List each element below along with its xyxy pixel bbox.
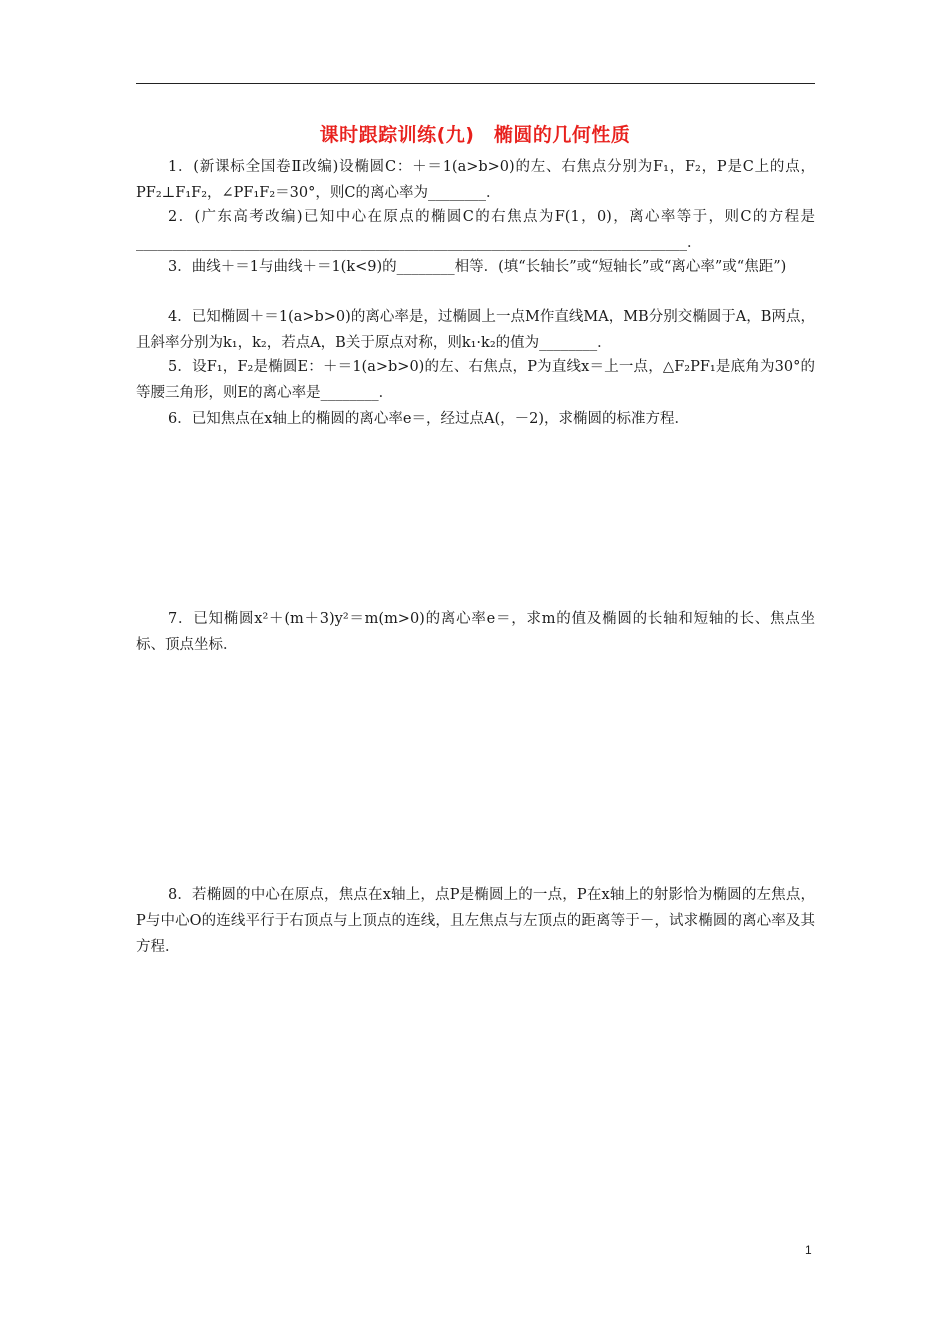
page-number: 1 xyxy=(805,1243,812,1257)
header-rule xyxy=(136,83,815,84)
page-title: 课时跟踪训练(九) 椭圆的几何性质 xyxy=(319,124,631,146)
question-1: 1．(新课标全国卷Ⅱ改编)设椭圆C：＋＝1(a>b>0)的左、右焦点分别为F₁，F₂，P是C上的点，PF₂⊥F₁F₂，∠PF₁F₂＝30°，则C的离心率为________． xyxy=(136,159,815,201)
question-7: 7．已知椭圆x²＋(m＋3)y²＝m(m>0)的离心率e＝，求m的值及椭圆的长轴和短轴的长、焦点坐标、顶点坐标． xyxy=(136,611,815,653)
question-4: 4．已知椭圆＋＝1(a>b>0)的离心率是，过椭圆上一点M作直线MA，MB分别交椭圆于A，B两点，且斜率分别为k₁，k₂，若点A，B关于原点对称，则k₁·k₂的值为________． xyxy=(136,309,815,351)
question-2: 2．(广东高考改编)已知中心在原点的椭圆C的右焦点为F(1，0)，离心率等于，则C的方程是____________________________________________________________________________． xyxy=(136,209,815,251)
question-6: 6．已知焦点在x轴上的椭圆的离心率e＝，经过点A(，－2)，求椭圆的标准方程． xyxy=(168,411,689,427)
question-5: 5．设F₁，F₂是椭圆E：＋＝1(a>b>0)的左、右焦点，P为直线x＝上一点，△F₂PF₁是底角为30°的等腰三角形，则E的离心率是________． xyxy=(136,359,815,401)
question-3: 3．曲线＋＝1与曲线＋＝1(k<9)的________相等．(填“长轴长”或“短轴长”或“离心率”或“焦距”) xyxy=(168,259,787,275)
question-8: 8．若椭圆的中心在原点，焦点在x轴上，点P是椭圆上的一点，P在x轴上的射影恰为椭圆的左焦点，P与中心O的连线平行于右顶点与上顶点的连线，且左焦点与左顶点的距离等于－，试求椭圆的离心率及其方程． xyxy=(136,887,815,955)
